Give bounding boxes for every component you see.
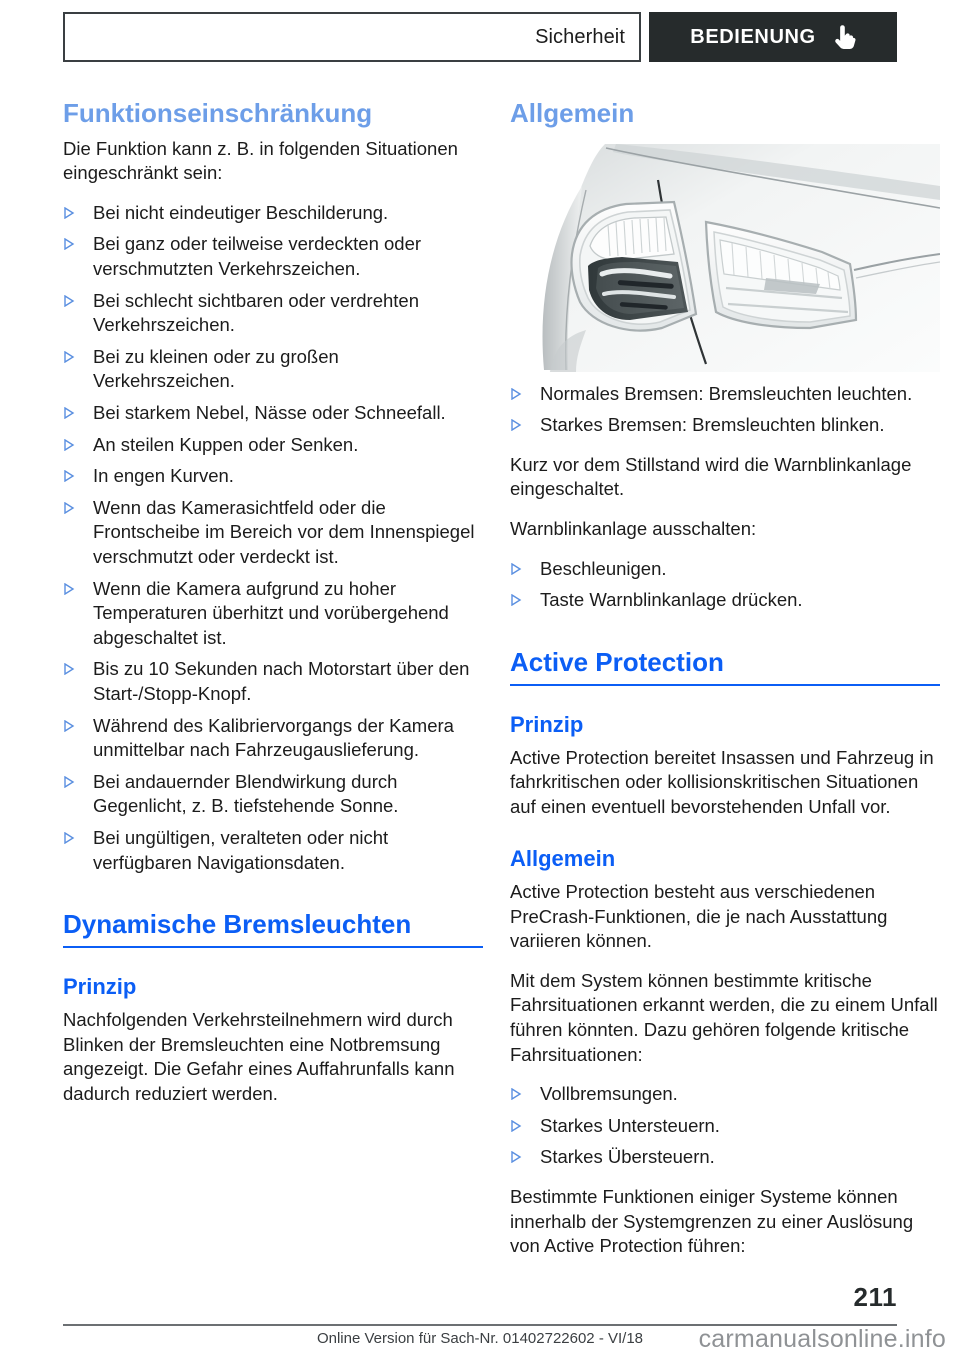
list-item-text: Starkes Bremsen: Bremsleuchten blinken. [540, 414, 885, 436]
hazard-off-label: Warnblinkanlage ausschalten: [510, 518, 757, 540]
limitations-list [63, 201, 483, 875]
triangle-bullet-icon [63, 826, 93, 875]
triangle-bullet-icon [63, 433, 93, 458]
list-item-text: Bei nicht eindeutiger Beschilderung. [93, 201, 389, 223]
triangle-bullet-icon [63, 201, 93, 226]
list-item [63, 657, 483, 706]
list-item-text: Wenn das Kamerasichtfeld oder die Frontscheibe im Bereich vor dem Innenspiegel verschmutzt oder verdeckt ist. [93, 496, 475, 567]
list-item-text: Starkes Übersteuern. [540, 1146, 715, 1168]
heading-allgemein-top: Allgemein [510, 98, 635, 128]
chapter-label: Sicherheit [535, 25, 625, 48]
pointing-hand-icon [834, 24, 856, 50]
list-item-text: Normales Bremsen: Bremsleuchten leuchten. [540, 382, 913, 404]
triangle-bullet-icon [510, 588, 540, 613]
brake-modes-list [510, 382, 940, 438]
list-item [63, 577, 483, 651]
allgemein-text-2: Mit dem System können bestimmte kritische Fahrsituationen erkannt werden, die zu einem Unfall führen könnten. Dazu gehören folgende kritische Fahrsituationen: [510, 969, 938, 1065]
site-watermark: carmanualsonline.info [698, 1325, 946, 1353]
heading-dynamische-bremsleuchten: Dynamische Bremsleuchten [63, 909, 483, 948]
triangle-bullet-icon [510, 413, 540, 438]
prinzip-text-right: Active Protection bereitet Insassen und Fahrzeug in fahrkritischen oder kollisionskritischen Situationen auf einen eventuell bevorstehenden Unfall vor. [510, 746, 934, 818]
list-item [63, 201, 483, 226]
triangle-bullet-icon [63, 345, 93, 394]
hazard-text: Kurz vor dem Stillstand wird die Warnblinkanlage eingeschaltet. [510, 453, 912, 500]
list-item [63, 826, 483, 875]
closing-text: Bestimmte Funktionen einiger Systeme können innerhalb der Systemgrenzen zu einer Auslösung von Active Protection führen: [510, 1186, 914, 1257]
list-item [510, 413, 940, 438]
triangle-bullet-icon [63, 232, 93, 281]
list-item [510, 1145, 940, 1170]
taillight-illustration [510, 142, 940, 374]
triangle-bullet-icon [63, 464, 93, 489]
funktionseinschraenkung-intro: Die Funktion kann z. B. in folgenden Situationen eingeschränkt sein: [63, 137, 458, 184]
right-column [510, 98, 940, 1259]
section-tab-bedienung[interactable] [649, 12, 897, 62]
list-item-text: Vollbremsungen. [540, 1083, 678, 1105]
triangle-bullet-icon [63, 496, 93, 570]
subheading-prinzip-right: Prinzip [510, 711, 584, 737]
page-header [63, 12, 897, 62]
list-item-text: Bei schlecht sichtbaren oder verdrehten Verkehrszeichen. [93, 289, 419, 336]
list-item-text: Wenn die Kamera aufgrund zu hoher Temperaturen überhitzt und vorübergehend abgeschaltet ist. [93, 577, 449, 648]
triangle-bullet-icon [63, 714, 93, 763]
list-item-text: Bei zu kleinen oder zu großen Verkehrszeichen. [93, 345, 339, 392]
hazard-off-steps-list [510, 557, 940, 613]
prinzip-text-left: Nachfolgenden Verkehrsteilnehmern wird durch Blinken der Bremsleuchten eine Notbremsung angezeigt. Die Gefahr eines Auffahrunfalls kann dadurch reduziert werden. [63, 1009, 455, 1104]
list-item [63, 496, 483, 570]
list-item [510, 557, 940, 582]
heading-active-protection: Active Protection [510, 647, 940, 686]
list-item-text: In engen Kurven. [93, 465, 234, 487]
list-item [510, 1114, 940, 1139]
triangle-bullet-icon [63, 577, 93, 651]
triangle-bullet-icon [510, 1145, 540, 1170]
list-item [510, 1082, 940, 1107]
list-item-text: Während des Kalibriervorgangs der Kamera unmittelbar nach Fahrzeugauslieferung. [93, 714, 454, 761]
list-item-text: Bis zu 10 Sekunden nach Motorstart über den Start-/Stopp-Knopf. [93, 658, 470, 704]
page-number: 211 [853, 1282, 897, 1312]
triangle-bullet-icon [63, 401, 93, 426]
content-columns [0, 98, 960, 1259]
triangle-bullet-icon [510, 1082, 540, 1107]
list-item-text: Bei andauernder Blendwirkung durch Gegenlicht, z. B. tiefstehende Sonne. [93, 770, 399, 817]
critical-situations-list [510, 1082, 940, 1170]
triangle-bullet-icon [63, 289, 93, 338]
list-item-text: Bei ganz oder teilweise verdeckten oder verschmutzten Verkehrszeichen. [93, 233, 422, 280]
triangle-bullet-icon [63, 770, 93, 819]
list-item [63, 232, 483, 281]
list-item-text: Taste Warnblinkanlage drücken. [540, 589, 803, 611]
list-item [63, 401, 483, 426]
triangle-bullet-icon [510, 382, 540, 407]
list-item-text: Beschleunigen. [540, 557, 667, 579]
heading-funktionseinschraenkung: Funktionseinschränkung [63, 98, 373, 128]
list-item [510, 382, 940, 407]
list-item-text: Bei ungültigen, veralteten oder nicht verfügbaren Navigationsdaten. [93, 826, 389, 873]
list-item-text: Starkes Untersteuern. [540, 1114, 720, 1136]
triangle-bullet-icon [63, 657, 93, 706]
subheading-prinzip-left: Prinzip [63, 973, 137, 999]
list-item-text: Bei starkem Nebel, Nässe oder Schneefall. [93, 402, 446, 424]
list-item [63, 714, 483, 763]
left-column [63, 98, 483, 1259]
subheading-allgemein-right: Allgemein [510, 845, 616, 871]
section-tab-label: BEDIENUNG [690, 25, 816, 48]
triangle-bullet-icon [510, 1114, 540, 1139]
list-item [510, 588, 940, 613]
list-item-text: An steilen Kuppen oder Senken. [93, 433, 359, 455]
list-item [63, 345, 483, 394]
list-item [63, 770, 483, 819]
list-item [63, 289, 483, 338]
chapter-box [63, 12, 641, 62]
allgemein-text-1: Active Protection besteht aus verschiedenen PreCrash-Funktionen, die je nach Ausstattung variieren können. [510, 881, 888, 952]
list-item [63, 433, 483, 458]
triangle-bullet-icon [510, 557, 540, 582]
list-item [63, 464, 483, 489]
online-version-note: Online Version für Sach-Nr. 01402722602 - VI/18 [316, 1330, 644, 1347]
